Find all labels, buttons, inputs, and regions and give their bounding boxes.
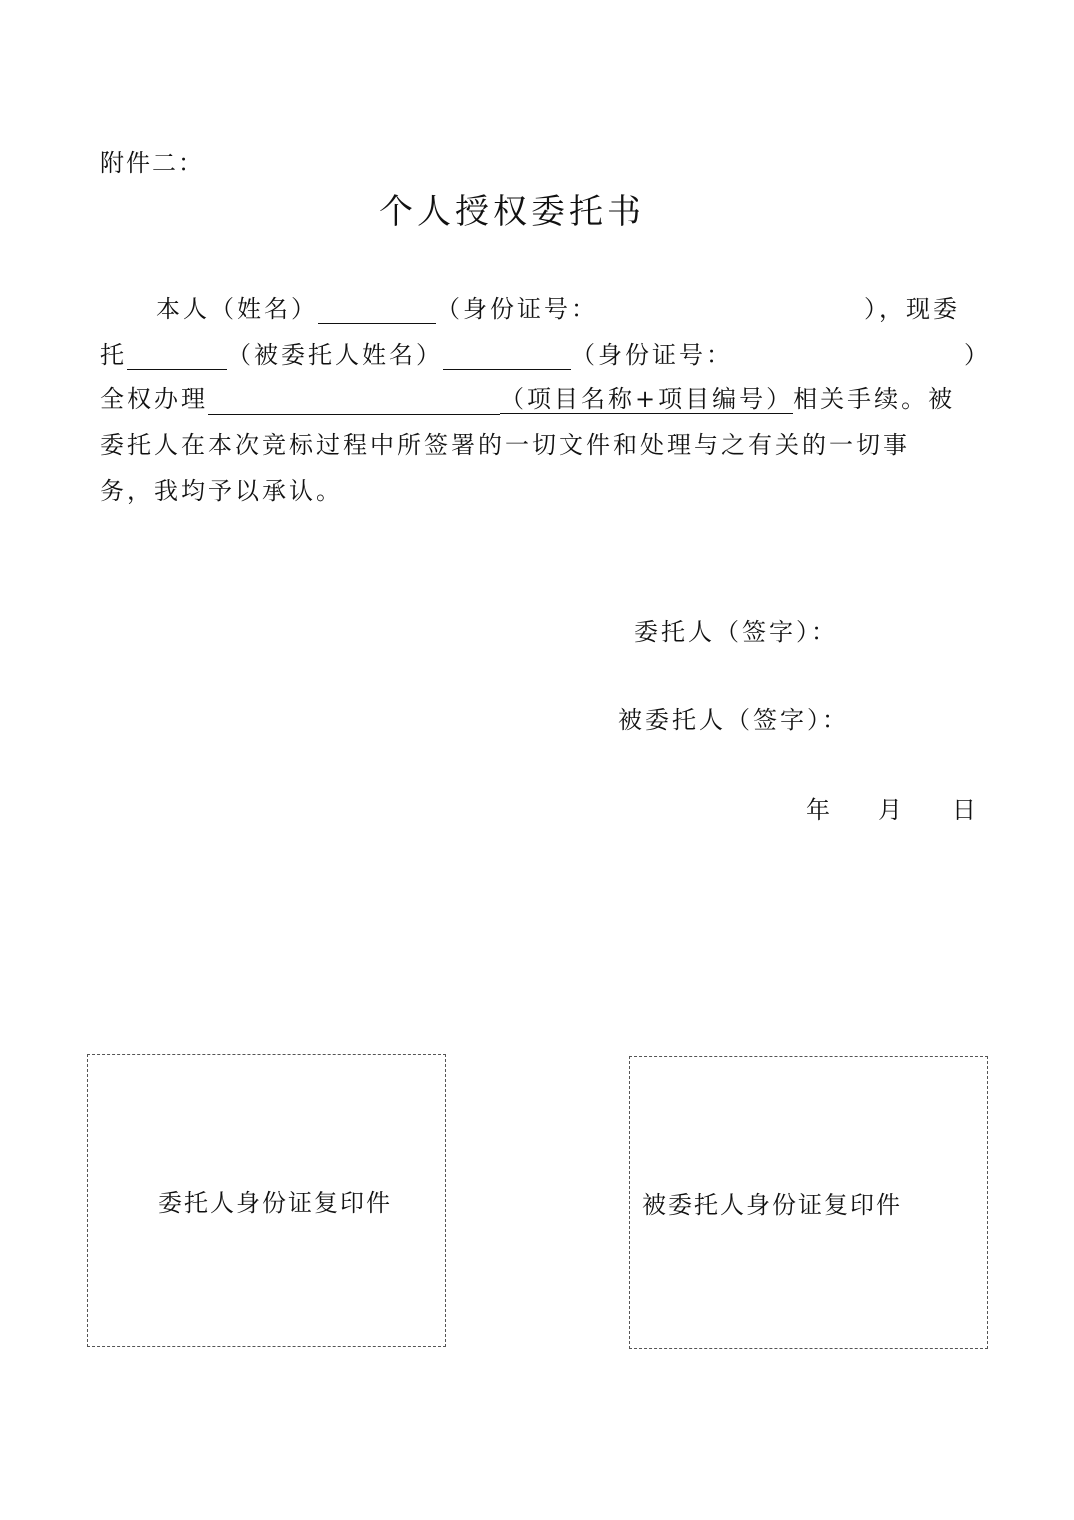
agent-name-blank[interactable] (127, 343, 227, 370)
agent-id-blank[interactable] (443, 343, 571, 370)
agent-signature-label: 被委托人（签字）： (618, 706, 849, 734)
name-label: 本人（姓名） (156, 295, 318, 323)
body-line-5: 务，我均予以承认。 (100, 477, 343, 505)
principal-name-blank[interactable] (318, 297, 436, 324)
entrust-label: 托 (100, 341, 127, 369)
body-line-2 (100, 340, 733, 370)
body-line-4: 委托人在本次竞标过程中所签署的一切文件和处理与之有关的一切事 (100, 431, 910, 459)
date-year-label: 年 (806, 796, 833, 824)
procedures-label: 相关手续。被 (793, 385, 956, 413)
body-line-1 (156, 294, 598, 324)
attachment-label: 附件二： (100, 149, 204, 177)
agent-id-copy-label: 被委托人身份证复印件 (642, 1191, 902, 1219)
body-line-2-end: ） (964, 341, 991, 369)
id-number-label: （身份证号： (436, 295, 598, 323)
body-line-3 (100, 384, 955, 415)
agent-id-copy-box (629, 1056, 988, 1349)
principal-id-copy-label: 委托人身份证复印件 (158, 1189, 392, 1217)
principal-id-copy-box (87, 1054, 446, 1347)
agent-id-label: （身份证号： (571, 341, 733, 369)
project-name-label: （项目名称+项目编号） (500, 385, 794, 413)
project-blank[interactable] (208, 388, 500, 415)
agent-name-label: （被委托人姓名） (227, 341, 443, 369)
date-day-label: 日 (952, 796, 979, 824)
document-title: 个人授权委托书 (379, 192, 645, 232)
principal-signature-label: 委托人（签字）： (634, 618, 838, 646)
handle-label: 全权办理 (100, 385, 208, 413)
date-month-label: 月 (878, 796, 905, 824)
body-line-1-end: ），现委 (864, 295, 960, 323)
